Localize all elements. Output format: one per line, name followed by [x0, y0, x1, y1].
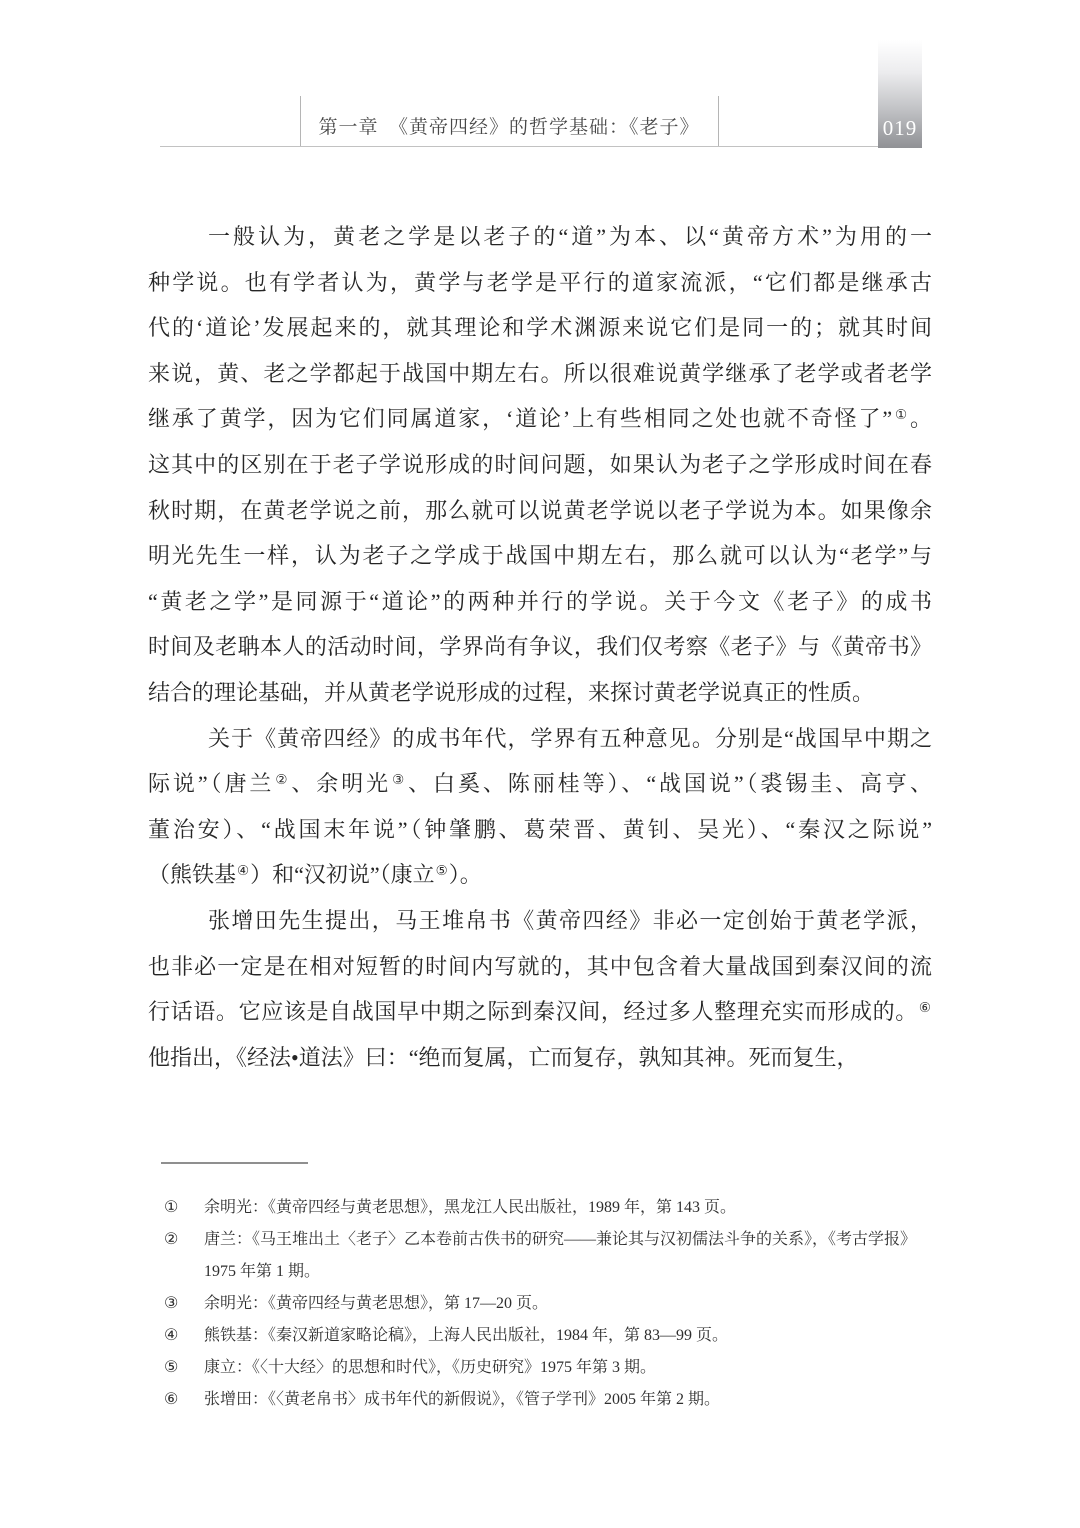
footnote-marker: ① — [164, 1199, 179, 1216]
footnote-item — [164, 1224, 984, 1288]
footnote-text — [204, 1192, 984, 1224]
footnote-marker: ⑤ — [164, 1359, 179, 1376]
footnote-item — [164, 1384, 984, 1416]
footnote-marker: ③ — [164, 1295, 179, 1312]
footnote-line: 余明光：《黄帝四经与黄老思想》，第 17—20 页。 — [204, 1295, 549, 1312]
body-text-line: 明光先生一样，认为老子之学成于战国中期左右，那么就可以认为“老学”与 — [148, 543, 932, 569]
paragraph — [148, 716, 932, 898]
footnote-line: 康立：《〈十大经〉的思想和时代》，《历史研究》1975 年第 3 期。 — [204, 1359, 657, 1376]
body-text-line: 种学说。也有学者认为，黄学与老学是平行的道家流派，“它们都是继承古 — [148, 269, 932, 295]
body-text-line: （熊铁基④）和“汉初说”（康立⑤）。 — [148, 862, 482, 888]
header-rule — [160, 146, 878, 147]
paragraph — [148, 214, 932, 716]
body-text-line: 他指出，《经法•道法》曰：“绝而复属，亡而复存，孰知其神。死而复生， — [148, 1044, 859, 1070]
body-text-line: 时间及老聃本人的活动时间，学界尚有争议，我们仅考察《老子》与《黄帝书》 — [148, 634, 932, 660]
footnote-line: 1975 年第 1 期。 — [204, 1263, 321, 1280]
footnote-line: 唐兰：《马王堆出土〈老子〉乙本卷前古佚书的研究——兼论其与汉初儒法斗争的关系》，《考古学报》 — [204, 1231, 917, 1248]
footnote-ref-②: ② — [275, 772, 291, 788]
body-text-line: 秋时期，在黄老学说之前，那么就可以说黄老学说以老子学说为本。如果像余 — [148, 497, 932, 523]
footnote-ref-⑤: ⑤ — [435, 863, 448, 879]
body-text-line: 这其中的区别在于老子学说形成的时间问题，如果认为老子之学形成时间在春 — [148, 451, 932, 477]
footnote-text — [204, 1352, 984, 1384]
body-text-line: 际说”（唐兰②、余明光③、白奚、陈丽桂等）、“战国说”（裘锡圭、高亨、 — [148, 771, 932, 797]
footnote-text — [204, 1384, 984, 1416]
body-text-line: 关于《黄帝四经》的成书年代，学界有五种意见。分别是“战国早中期之 — [208, 725, 932, 751]
footnote-item — [164, 1288, 984, 1320]
body-text-line: 也非必一定是在相对短暂的时间内写就的，其中包含着大量战国到秦汉间的流 — [148, 953, 932, 979]
body-text-line: 继承了黄学，因为它们同属道家，‘道论’上有些相同之处也就不奇怪了”①。 — [148, 406, 932, 432]
footnote-text — [204, 1288, 984, 1320]
body-text-line: 来说，黄、老之学都起于战国中期左右。所以很难说黄学继承了老学或者老学 — [148, 360, 932, 386]
footnote-ref-③: ③ — [392, 772, 408, 788]
page-number: 019 — [882, 116, 918, 140]
footnote-marker: ② — [164, 1231, 179, 1248]
footnote-ref-⑥: ⑥ — [918, 1000, 931, 1016]
footnote-line: 熊铁基：《秦汉新道家略论稿》，上海人民出版社，1984 年，第 83—99 页。 — [204, 1327, 729, 1344]
body-text-line: 张增田先生提出，马王堆帛书《黄帝四经》非必一定创始于黄老学派， — [208, 907, 932, 933]
footnote-item — [164, 1352, 984, 1384]
footnote-line: 张增田：《〈黄老帛书〉成书年代的新假说》，《管子学刊》2005 年第 2 期。 — [204, 1391, 721, 1408]
footnote-line: 余明光：《黄帝四经与黄老思想》，黑龙江人民出版社，1989 年，第 143 页。 — [204, 1199, 737, 1216]
body-text — [148, 214, 932, 1080]
footnote-separator — [161, 1162, 308, 1164]
footnote-item — [164, 1192, 984, 1224]
body-text-line: 董治安）、“战国末年说”（钟肇鹏、葛荣晋、黄钊、吴光）、“秦汉之际说” — [148, 816, 932, 842]
footnote-ref-①: ① — [893, 407, 909, 423]
body-text-line: 行话语。它应该是自战国早中期之际到秦汉间，经过多人整理充实而形成的。⑥ — [148, 999, 931, 1025]
body-text-line: “黄老之学”是同源于“道论”的两种并行的学说。关于今文《老子》的成书 — [148, 588, 932, 614]
footnote-text — [204, 1320, 984, 1352]
body-text-line: 代的‘道论’发展起来的，就其理论和学术渊源来说它们是同一的；就其时间 — [148, 315, 932, 341]
footnote-text — [204, 1224, 984, 1288]
paragraph — [148, 898, 932, 1080]
footnote-marker: ④ — [164, 1327, 179, 1344]
footnotes — [164, 1192, 984, 1416]
footnote-ref-④: ④ — [237, 863, 250, 879]
footnote-marker: ⑥ — [164, 1391, 179, 1408]
body-text-line: 结合的理论基础，并从黄老学说形成的过程，来探讨黄老学说真正的性质。 — [148, 679, 875, 705]
page-number-badge — [878, 40, 922, 148]
body-text-line: 一般认为，黄老之学是以老子的“道”为本、以“黄帝方术”为用的一 — [208, 224, 932, 249]
chapter-title: 第一章 《黄帝四经》的哲学基础：《老子》 — [318, 117, 700, 138]
header-divider-right — [718, 96, 719, 146]
footnote-item — [164, 1320, 984, 1352]
